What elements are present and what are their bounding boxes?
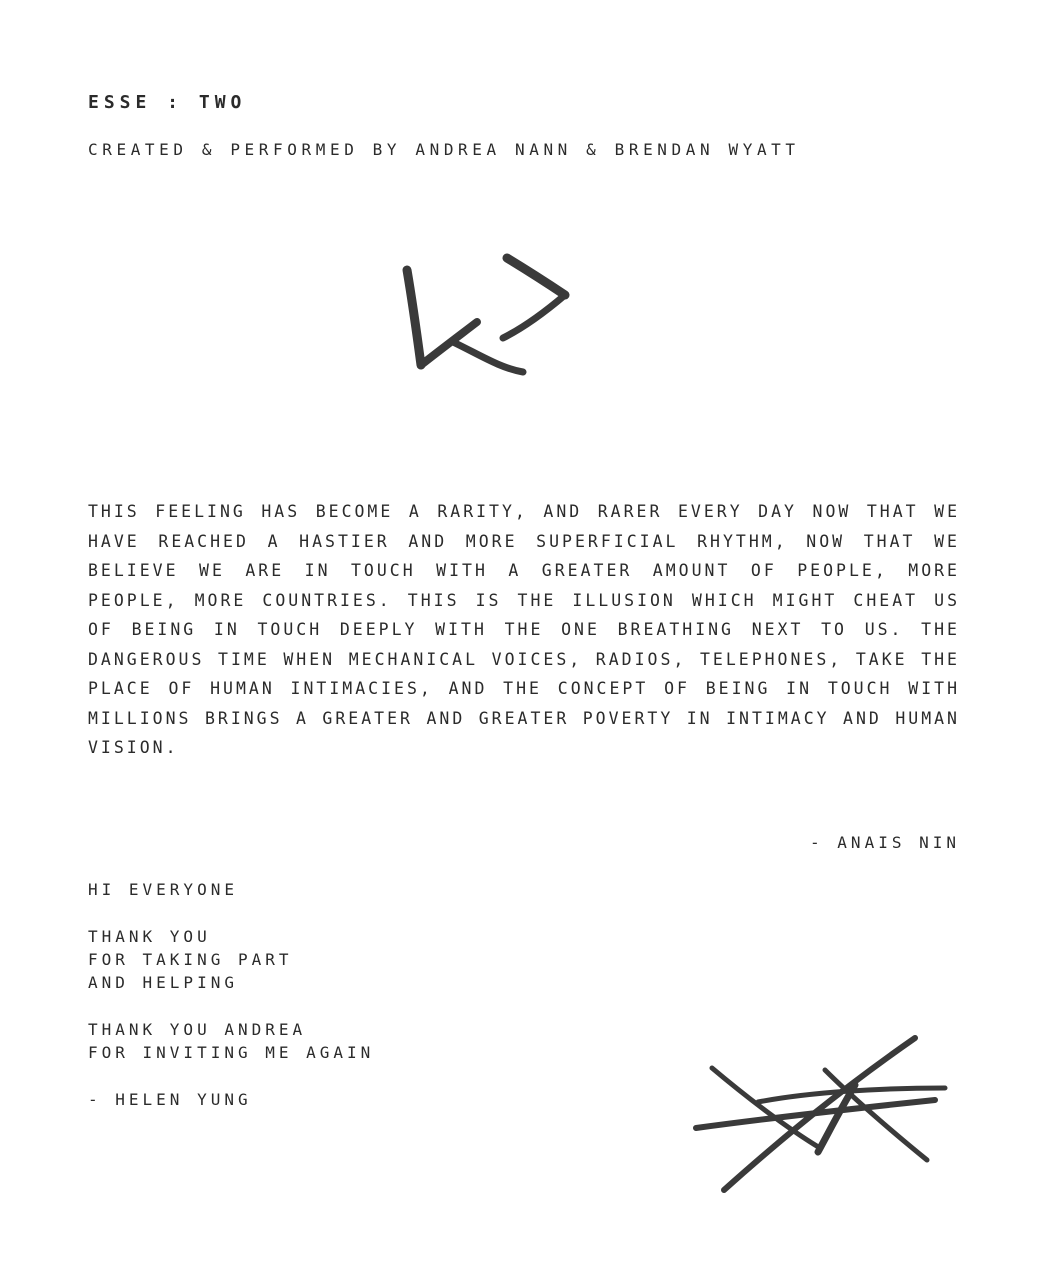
hy-crossed-signature-icon xyxy=(690,1030,950,1200)
thank-you-note xyxy=(88,878,374,1135)
anais-nin-quote: THIS FEELING HAS BECOME A RARITY, AND RARER EVERY DAY NOW THAT WE HAVE REACHED A HASTIER AND MORE SUPERFICIAL RHYTHM, NOW THAT WE BELIEVE WE ARE IN TOUCH WITH A GREATER AMOUNT OF PEOPLE, MORE PEOPLE, MORE COUNTRIES. THIS IS THE ILLUSION WHICH MIGHT CHEAT US OF BEING IN TOUCH DEEPLY WITH THE ONE BREATHING NEXT TO US. THE DANGEROUS TIME WHEN MECHANICAL VOICES, RADIOS, TELEPHONES, TAKE THE PLACE OF HUMAN INTIMACIES, AND THE CONCEPT OF BEING IN TOUCH WITH MILLIONS BRINGS A GREATER AND GREATER POVERTY IN INTIMACY AND HUMAN VISION. xyxy=(88,502,960,757)
kb-monogram-logo-icon xyxy=(395,250,575,380)
quote-attribution: - ANAIS NIN xyxy=(810,833,960,852)
note-thanks-andrea: THANK YOU ANDREA FOR INVITING ME AGAIN xyxy=(88,1020,375,1062)
program-credits: CREATED & PERFORMED BY ANDREA NANN & BRENDAN WYATT xyxy=(88,140,800,159)
program-title: ESSE : TWO xyxy=(88,92,247,113)
note-greeting: HI EVERYONE xyxy=(88,880,238,899)
note-signoff: - HELEN YUNG xyxy=(88,1090,252,1109)
note-thanks-all: THANK YOU FOR TAKING PART AND HELPING xyxy=(88,927,293,992)
